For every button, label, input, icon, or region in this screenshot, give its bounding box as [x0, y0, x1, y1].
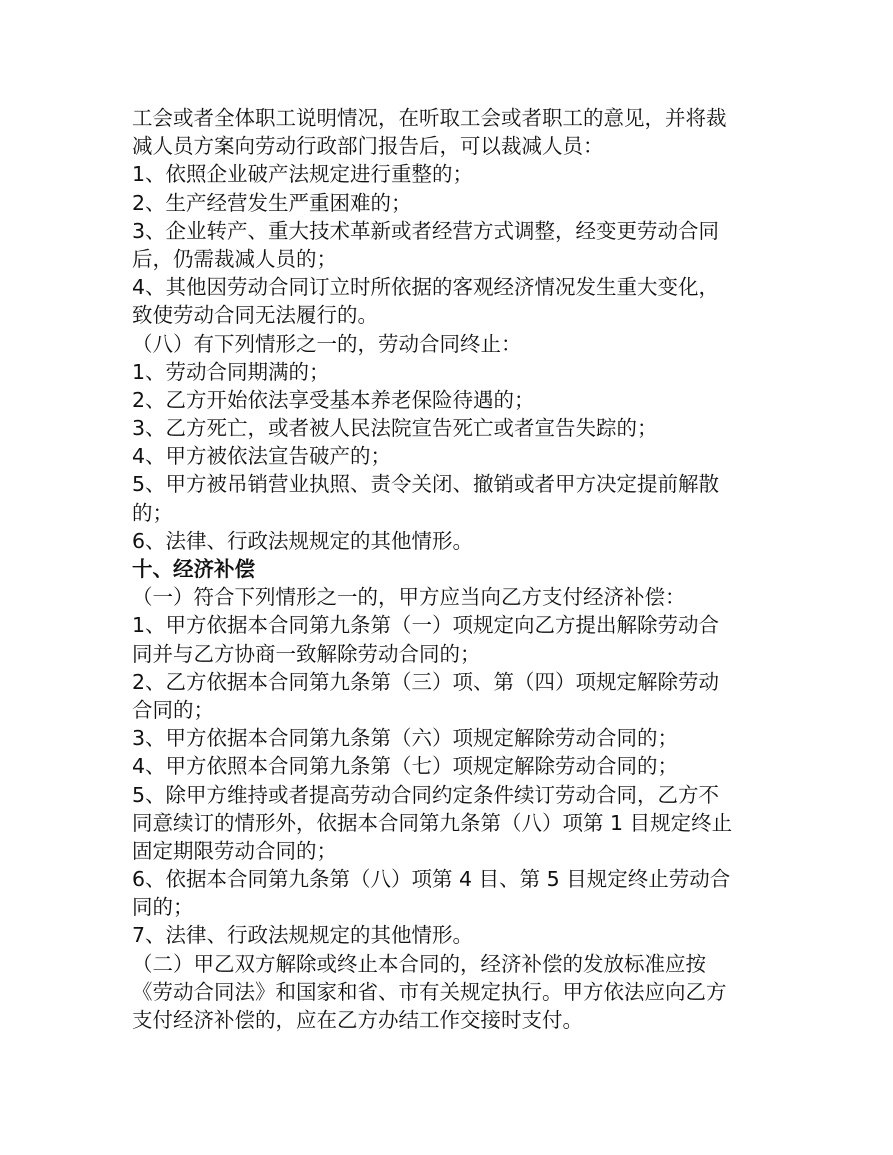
text-line: （八）有下列情形之一的，劳动合同终止： — [132, 331, 522, 356]
text-line: （二）甲乙双方解除或终止本合同的，经济补偿的发放标准应按 — [132, 951, 706, 976]
text-line: 支付经济补偿的，应在乙方办结工作交接时支付。 — [132, 1008, 583, 1032]
text-line: 5、甲方被吊销营业执照、责令关闭、撤销或者甲方决定提前解散 — [132, 472, 720, 497]
text-line: 致使劳动合同无法履行的。 — [132, 303, 378, 328]
text-line: 1、劳动合同期满的； — [132, 359, 330, 384]
text-line: 的； — [132, 500, 173, 525]
text-line: 2、乙方依据本合同第九条第（三）项、第（四）项规定解除劳动 — [132, 669, 720, 694]
text-line: 6、法律、行政法规规定的其他情形。 — [132, 528, 474, 553]
document-body — [132, 104, 772, 1034]
section-heading: 十、经济补偿 — [132, 557, 255, 581]
text-line: 4、甲方被依法宣告破产的； — [132, 444, 392, 469]
text-line: 同的； — [132, 895, 194, 920]
text-line: 1、甲方依据本合同第九条第（一）项规定向乙方提出解除劳动合 — [132, 613, 720, 638]
text-line: 合同的； — [132, 697, 214, 722]
text-line: （一）符合下列情形之一的，甲方应当向乙方支付经济补偿： — [132, 585, 686, 610]
text-line: 7、法律、行政法规规定的其他情形。 — [132, 923, 474, 948]
text-line: 减人员方案向劳动行政部门报告后，可以裁减人员： — [132, 134, 604, 159]
text-line: 后，仍需裁减人员的； — [132, 246, 337, 271]
text-line: 1、依照企业破产法规定进行重整的； — [132, 162, 474, 187]
text-line: 2、乙方开始依法享受基本养老保险待遇的； — [132, 387, 535, 412]
text-line: 《劳动合同法》和国家和省、市有关规定执行。甲方依法应向乙方 — [132, 979, 727, 1004]
text-line: 4、甲方依照本合同第九条第（七）项规定解除劳动合同的； — [132, 754, 679, 779]
text-line: 6、依据本合同第九条第（八）项第 4 目、第 5 目规定终止劳动合 — [132, 867, 731, 892]
text-line: 5、除甲方维持或者提高劳动合同约定条件续订劳动合同，乙方不 — [132, 782, 720, 807]
text-line: 3、企业转产、重大技术革新或者经营方式调整，经变更劳动合同 — [132, 218, 720, 243]
text-line: 同意续订的情形外，依据本合同第九条第（八）项第 1 目规定终止 — [132, 810, 733, 835]
text-line: 固定期限劳动合同的； — [132, 838, 337, 863]
text-line: 3、乙方死亡，或者被人民法院宣告死亡或者宣告失踪的； — [132, 416, 658, 441]
text-line: 工会或者全体职工说明情况，在听取工会或者职工的意见，并将裁 — [132, 106, 727, 130]
text-line: 2、生产经营发生严重困难的； — [132, 190, 412, 215]
text-line: 4、其他因劳动合同订立时所依据的客观经济情况发生重大变化， — [132, 275, 720, 300]
text-line: 3、甲方依据本合同第九条第（六）项规定解除劳动合同的； — [132, 726, 679, 751]
text-line: 同并与乙方协商一致解除劳动合同的； — [132, 641, 481, 666]
